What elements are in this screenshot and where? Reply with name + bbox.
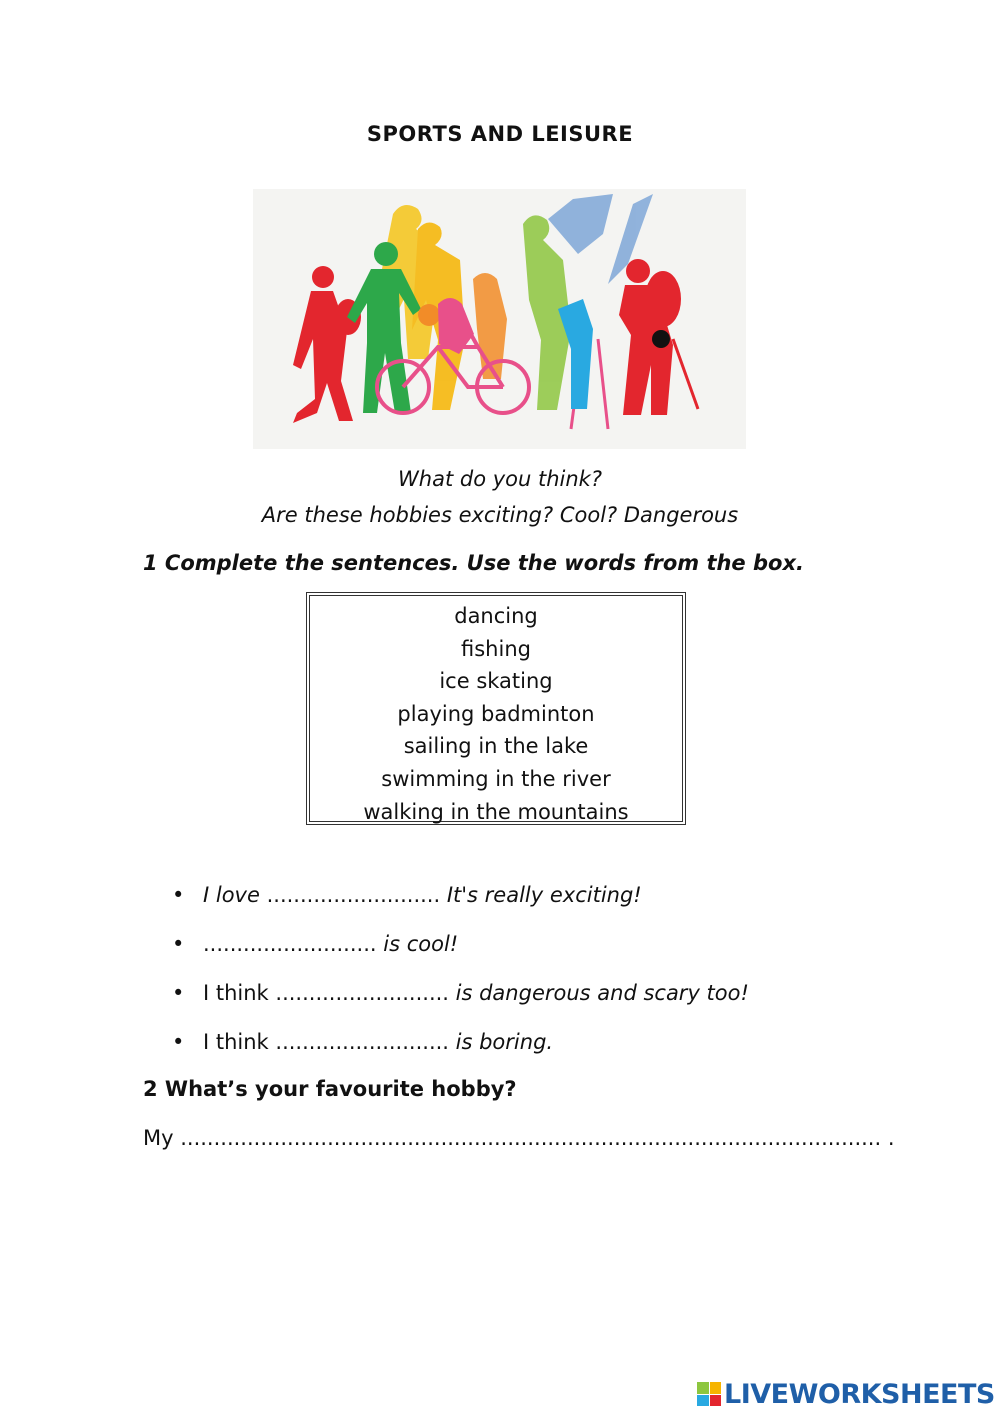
favourite-hobby-answer	[143, 1126, 895, 1150]
exercise-2-heading: 2 What’s your favourite hobby?	[143, 1077, 517, 1101]
answer-blank[interactable]: ..........................	[275, 1030, 449, 1054]
answer-blank[interactable]: ..........................	[266, 883, 441, 907]
word-item: walking in the mountains	[363, 799, 629, 824]
sentence-item	[172, 880, 749, 929]
word-item: ice skating	[439, 669, 553, 694]
sentence-item	[172, 978, 749, 1027]
page-title: SPORTS AND LEISURE	[366, 122, 634, 146]
liveworksheets-logo	[697, 1377, 995, 1411]
bullet-icon: •	[172, 1030, 185, 1054]
answer-blank[interactable]: ......................................................................................................... .	[180, 1126, 895, 1150]
bullet-icon: •	[172, 883, 185, 907]
sentence-item	[172, 929, 749, 978]
word-item: sailing in the lake	[403, 734, 589, 759]
exercise-1-instruction: 1 Complete the sentences. Use the words from the box.	[143, 551, 804, 575]
logo-mark-icon	[697, 1382, 721, 1406]
sports-silhouettes-icon	[253, 189, 746, 449]
sentence-start: I think	[203, 981, 269, 1005]
word-item: dancing	[454, 604, 538, 628]
question-line-1: What do you think?	[398, 467, 602, 491]
sentence-list	[172, 880, 749, 1076]
sentence-start: I love	[203, 883, 260, 907]
word-item: fishing	[461, 636, 531, 661]
sentence-end: is cool!	[383, 932, 459, 956]
logo-text: LIVEWORKSHEETS	[724, 1378, 995, 1410]
sentence-end: is boring.	[455, 1030, 554, 1054]
word-box	[309, 595, 683, 822]
sentence-end: is dangerous and scary too!	[455, 981, 749, 1005]
bullet-icon: •	[172, 981, 185, 1005]
sentence-start: I think	[203, 1030, 269, 1054]
sentence-item	[172, 1027, 749, 1076]
word-item: swimming in the river	[381, 766, 611, 791]
question-line-2: Are these hobbies exciting? Cool? Dangerous	[261, 503, 739, 527]
answer-prefix: My	[143, 1126, 174, 1150]
sports-silhouettes-illustration	[253, 189, 746, 449]
answer-blank[interactable]: ..........................	[203, 932, 377, 956]
answer-blank[interactable]: ..........................	[275, 981, 449, 1005]
word-item: playing badminton	[397, 701, 595, 726]
bullet-icon: •	[172, 932, 185, 956]
sentence-end: It's really exciting!	[446, 883, 642, 907]
